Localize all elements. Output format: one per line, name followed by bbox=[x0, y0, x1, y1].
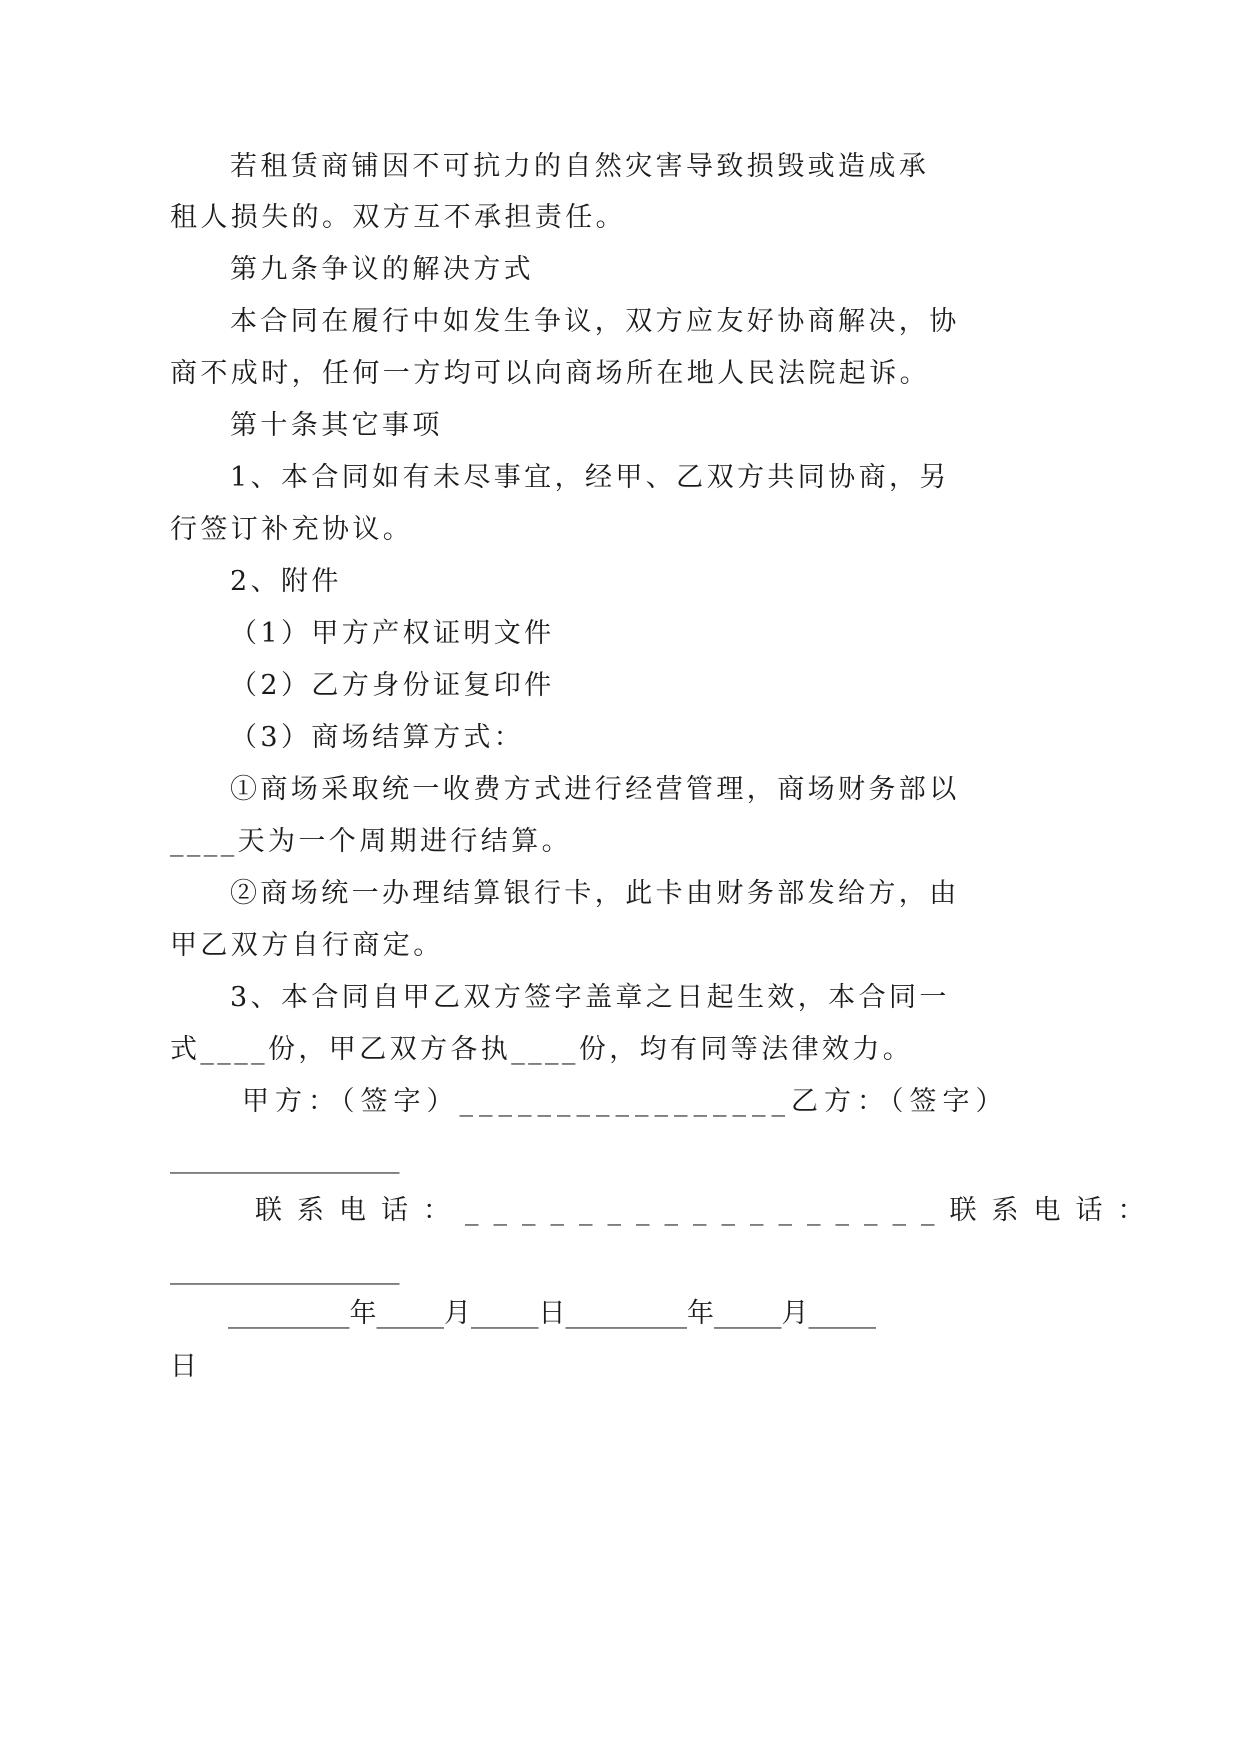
attachment-item: （1）甲方产权证明文件 bbox=[230, 618, 555, 649]
text-line: 式____份，甲乙双方各执____份，均有同等法律效力。 bbox=[170, 1034, 914, 1065]
section-heading: 第九条争议的解决方式 bbox=[230, 254, 534, 285]
phone-line: 联系电话：_________________联系电话： bbox=[255, 1195, 1160, 1226]
text-line: 行签订补充协议。 bbox=[170, 514, 414, 545]
text-line: 3、本合同自甲乙双方签字盖章之日起生效，本合同一 bbox=[230, 982, 950, 1013]
text-line: 租人损失的。双方互不承担责任。 bbox=[170, 202, 626, 233]
text-line: 本合同在履行中如发生争议，双方应友好协商解决，协 bbox=[230, 306, 960, 337]
section-heading: 第十条其它事项 bbox=[230, 410, 443, 441]
text-line: 商不成时，任何一方均可以向商场所在地人民法院起诉。 bbox=[170, 358, 930, 389]
text-line: 1、本合同如有未尽事宜，经甲、乙双方共同协商，另 bbox=[230, 462, 950, 493]
attachment-item: （2）乙方身份证复印件 bbox=[230, 670, 555, 701]
text-line: 2、附件 bbox=[230, 566, 342, 597]
signature-blank: _________________ bbox=[170, 1143, 400, 1174]
phone-blank: _________________ bbox=[170, 1254, 400, 1285]
date-line-end: 日 bbox=[170, 1351, 197, 1382]
attachment-item: （3）商场结算方式： bbox=[230, 722, 525, 753]
text-line: 若租赁商铺因不可抗力的自然灾害导致损毁或造成承 bbox=[230, 151, 930, 182]
signature-line: 甲方：（签字）_________________乙方：（签字） bbox=[242, 1086, 1009, 1117]
date-line: _________年_____月_____日_________年_____月_____ bbox=[228, 1298, 876, 1329]
text-line: ①商场采取统一收费方式进行经营管理，商场财务部以 bbox=[230, 774, 960, 805]
text-line: ____天为一个周期进行结算。 bbox=[170, 826, 572, 857]
text-line: ②商场统一办理结算银行卡，此卡由财务部发给方，由 bbox=[230, 878, 960, 909]
text-line: 甲乙双方自行商定。 bbox=[170, 930, 444, 961]
